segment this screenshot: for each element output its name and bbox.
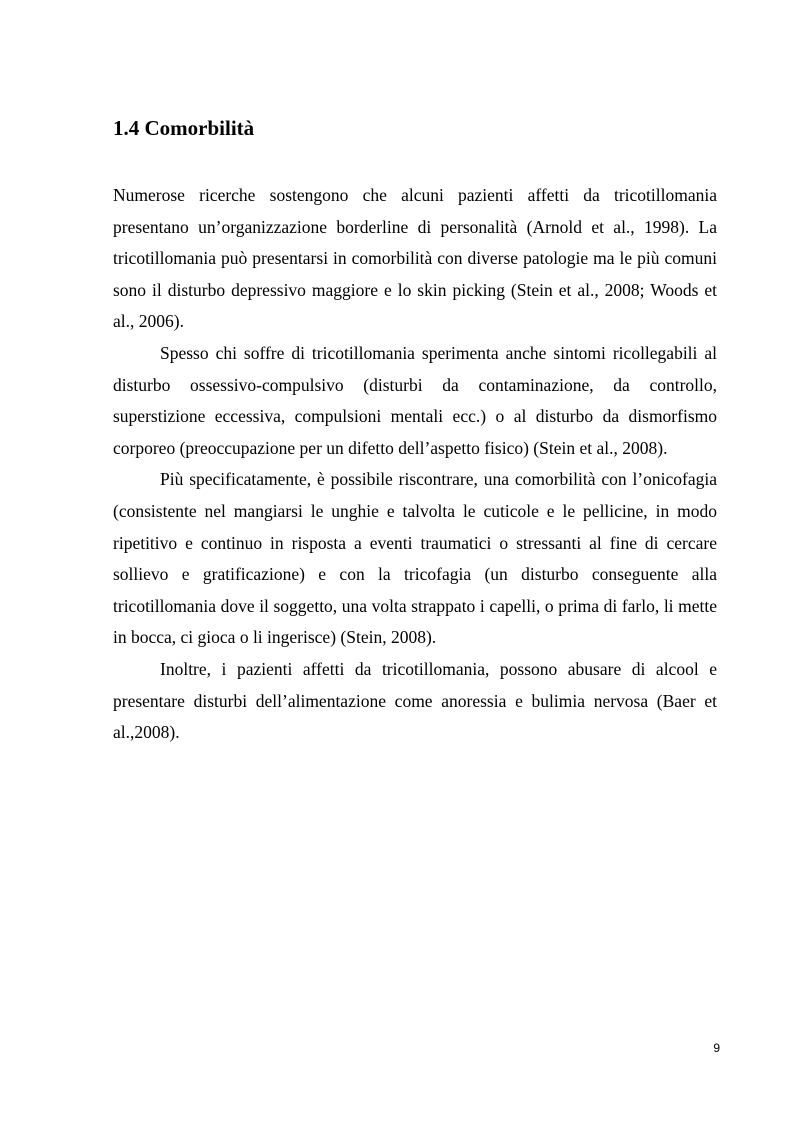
paragraph-4: Inoltre, i pazienti affetti da tricotillomania, possono abusare di alcool e presentare disturbi dell’alimentazione come anoressia e bulimia nervosa (Baer et al.,2008). xyxy=(113,658,717,743)
paragraph-1: Numerose ricerche sostengono che alcuni pazienti affetti da tricotillomania presentano un’organizzazione borderline di personalità (Arnold et al., 1998). La tricotillomania può presentarsi in comorbilità con diverse patologie ma le più comuni sono il disturbo depressivo maggiore e lo skin picking (Stein et al., 2008; Woods et al., 2006). xyxy=(113,185,717,332)
paragraph-2: Spesso chi soffre di tricotillomania sperimenta anche sintomi ricollegabili al disturbo ossessivo-compulsivo (disturbi da contaminazione, da controllo, superstizione eccessiva, compulsioni mentali ecc.) o al disturbo da dismorfismo corporeo (preoccupazione per un difetto dell’aspetto fisico) (Stein et al., 2008). xyxy=(113,342,717,458)
section-heading: 1.4 Comorbilità xyxy=(113,116,255,140)
paragraph-3: Più specificatamente, è possibile riscontrare, una comorbilità con l’onicofagia (consistente nel mangiarsi le unghie e talvolta le cuticole e le pellicine, in modo ripetitivo e continuo in risposta a eventi traumatici o stressanti al fine di cercare sollievo e gratificazione) e con la tricofagia (un disturbo conseguente alla tricotillomania dove il soggetto, una volta strappato i capelli, o prima di farlo, li mette in bocca, ci gioca o li ingerisce) (Stein, 2008). xyxy=(113,469,717,648)
body-text xyxy=(113,180,717,749)
page-number: 9 xyxy=(713,1041,720,1055)
